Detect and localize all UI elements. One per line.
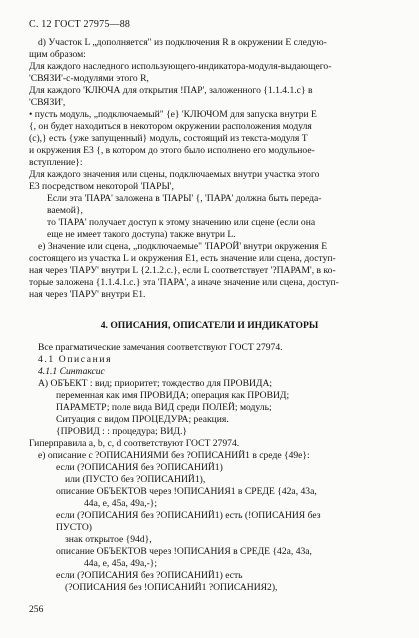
page-number: 256 [29, 604, 44, 615]
text-line: если (?ОПИСАНИЯ без ?ОПИСАНИЙ1) есть (!ОПИСАНИЯ без [56, 510, 321, 521]
text-line: еще не имеет такого доступа) также внутри L. [47, 229, 236, 240]
text-line: торые заложена {1.1.4.1.c.} эта 'ПАРА', а иначе значение или сцена, доступ- [29, 277, 339, 288]
text-line: и окружения E3 {, в котором до этого было исполнено его модульное- [29, 145, 315, 156]
text-line: (?ОПИСАНИЯ без !ОПИСАНИЙ1 ?ОПИСАНИЯ2), [65, 582, 278, 593]
text-line: ная через 'ПАРУ' внутри E1. [29, 289, 146, 300]
text-line: E3 посредством некоторой 'ПАРЫ', [29, 181, 174, 192]
text-line: если (?ОПИСАНИЯ без ?ОПИСАНИЙ1) есть [56, 570, 243, 581]
text-line: Ситуация с видом ПРОЦЕДУРА; реакция. [56, 414, 229, 425]
text-line: вступление}: [29, 157, 83, 168]
text-line: переменная как имя ПРОВИДА; операция как ПРОВИД; [56, 390, 290, 401]
text-line: ПУСТО) [56, 522, 92, 533]
text-line: Гиперправила a, b, c, d соответствуют ГОСТ 27974. [29, 438, 240, 449]
subsection-heading: 4.1 Описания [38, 354, 113, 365]
text-line: 44a, e, 45a, 49a,-}; [84, 498, 158, 509]
section-title: 4. ОПИСАНИЯ, ОПИСАТЕЛИ И ИНДИКАТОРЫ [100, 320, 319, 331]
text-line: Для каждого наследного использующего-индикатора-модуля-выдающего- [29, 61, 332, 72]
text-line: ПАРАМЕТР; поле вида ВИД среди ПОЛЕЙ; модуль; [56, 402, 272, 413]
text-line: или (ПУСТО без ?ОПИСАНИЙ1), [65, 474, 206, 485]
text-line: Для каждого 'КЛЮЧА для открытия !ПАР', заложенного {1.1.4.1.c} в [29, 85, 313, 96]
text-line: {, он будет находиться в некотором окружении расположения модуля [29, 121, 312, 132]
subsection-heading: 4.1.1 Синтаксис [38, 366, 105, 377]
text-line: знак открытое {94d}, [65, 534, 152, 545]
text-line: 'СВЯЗИ', [29, 97, 66, 108]
text-line: Для каждого значения или сцены, подключаемых внутри участка этого [29, 169, 320, 180]
text-line: e) описание с ?ОПИСАНИЯМИ без ?ОПИСАНИЙ1 в среде {49e}: [38, 450, 310, 461]
running-header: С. 12 ГОСТ 27975—88 [29, 19, 131, 30]
text-line: если (?ОПИСАНИЯ без ?ОПИСАНИЙ1) [56, 462, 223, 473]
text-line: щим образом: [29, 49, 86, 60]
text-line: {ПРОВИД : : процедура; ВИД.} [56, 426, 187, 437]
text-line: d) Участок L „дополняется" из подключения R в окружении E следую- [38, 37, 327, 48]
text-line: то 'ПАРА' получает доступ к этому значению или сцене (если она [47, 217, 316, 228]
text-line: A) ОБЪЕКТ : вид; приоритет; тождество для ПРОВИДА; [38, 378, 273, 389]
text-line: 44a, e, 45a, 49a,-}; [84, 558, 158, 569]
text-line: e) Значение или сцена, „подключаемые" 'ПАРОЙ' внутри окружения E [38, 241, 328, 252]
text-line: описание ОБЪЕКТОВ через !ОПИСАНИЯ в СРЕДЕ {42a, 43a, [56, 546, 312, 557]
text-line: Все прагматические замечания соответствуют ГОСТ 27974. [38, 342, 283, 353]
text-line: Если эта 'ПАРА' заложена в 'ПАРЫ' {, 'ПАРА' должна быть переда- [47, 193, 322, 204]
text-line: описание ОБЪЕКТОВ через !ОПИСАНИЯ1 в СРЕДЕ {42a, 43a, [56, 486, 317, 497]
text-line: состоящего из участка L и окружения E1, есть значение или сцена, доступ- [29, 253, 336, 264]
text-line: ваемой}, [47, 205, 83, 216]
text-line: ная через 'ПАРУ' внутри L {2.1.2.c.}, если L соответствует '?ПАРАМ', в ко- [29, 265, 336, 276]
text-line: • пусть модуль, „подключаемый" {e} 'КЛЮЧОМ для запуска внутри E [29, 109, 317, 120]
text-line: (c),} есть {уже запущенный} модуль, состоящий из текста-модуля T [29, 133, 308, 144]
text-line: 'СВЯЗИ'-с-модулями этого R, [29, 73, 149, 84]
